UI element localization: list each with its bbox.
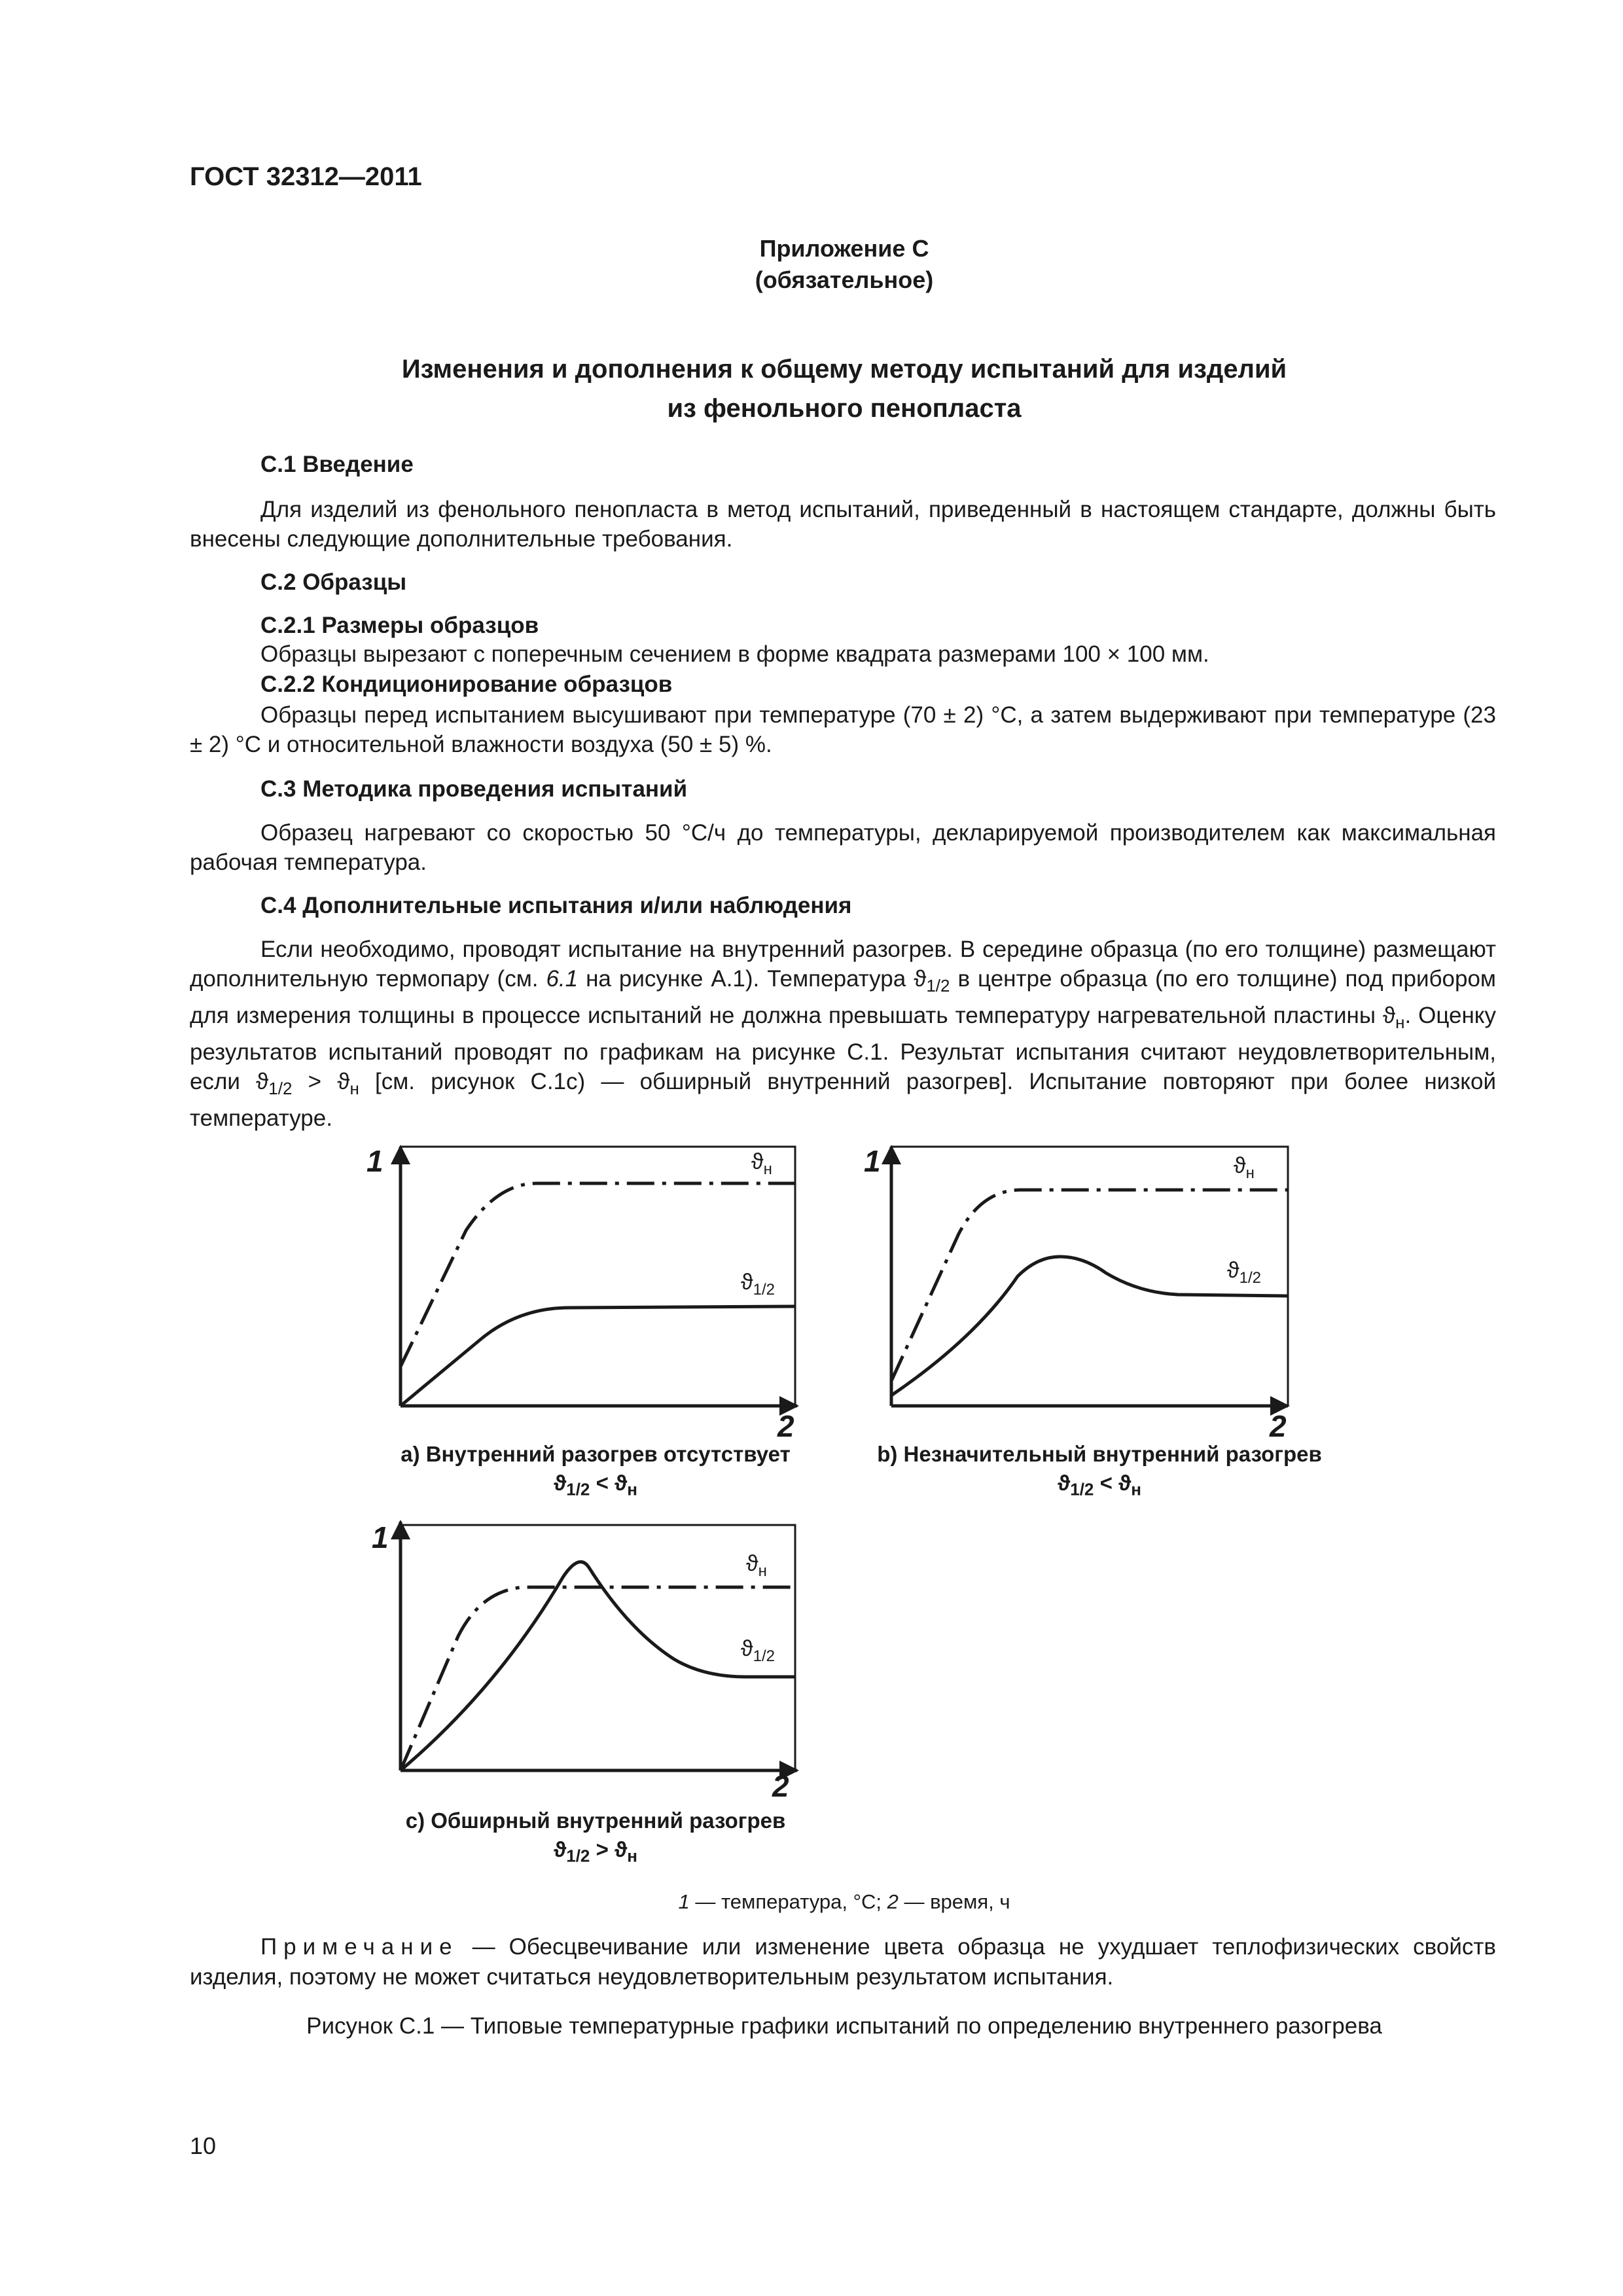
panel-c-curve-half <box>401 1562 795 1770</box>
panel-b-label-n: $ϑ_н$ <box>1234 1153 1255 1182</box>
figure-caption: Рисунок С.1 — Типовые температурные графики испытаний по определению внутреннего разогрева <box>306 2013 1382 2039</box>
section-c2-heading: С.2 Образцы <box>260 569 407 595</box>
main-title-line1: Изменения и дополнения к общему методу испытаний для изделий <box>401 355 1287 384</box>
panel-c-frame <box>401 1525 795 1770</box>
annex-status: (обязательное) <box>755 266 934 293</box>
panel-c-y-label: 1 <box>372 1520 389 1554</box>
panel-b-y-label: 1 <box>864 1144 881 1178</box>
annex-title: Приложение С <box>759 235 929 262</box>
section-c3-heading: С.3 Методика проведения испытаний <box>260 776 688 802</box>
panel-b-curve-n <box>891 1190 1288 1381</box>
note-label: Примечание <box>260 1934 459 1960</box>
section-c4-text: Если необходимо, проводят испытание на внутренний разогрев. В середине образца (по его толщине) размещают дополнительную термопару (см. 6.1 на рисунке А.1). Температура $ϑ_{1/2}$ в центре образца (по его толщине) под прибором для измерения толщины в процессе испытаний не должна превышать температуру нагревательной пластины $ϑ_н$. Оценку результатов испытаний проводят по графикам на рисунке С.1. Результат испытания считают неудовлетворительным, если $ϑ_{1/2} > ϑ_н$ [см. рисунок С.1с) — обширный внутренний разогрев]. Испытание повторяют при более низкой температуре. <box>190 937 1497 1131</box>
panel-a-frame <box>401 1147 795 1406</box>
document-header: ГОСТ 32312—2011 <box>190 162 422 191</box>
panel-a-label-half: $ϑ_{1/2}$ <box>741 1270 775 1299</box>
panel-b-caption: b) Незначительный внутренний разогрев $ϑ_{1/2} < ϑ_н$ <box>877 1442 1322 1499</box>
section-c4-heading: С.4 Дополнительные испытания и/или наблюдения <box>260 893 852 918</box>
panel-a-y-label: 1 <box>366 1144 383 1178</box>
panel-b-x-label: 2 <box>1270 1409 1287 1443</box>
panel-b-label-half: $ϑ_{1/2}$ <box>1227 1258 1261 1287</box>
panel-a <box>401 1147 797 1406</box>
panel-c-caption: c) Обширный внутренний разогрев $ϑ_{1/2} > ϑ_н$ <box>405 1808 786 1866</box>
section-c3-text: Образец нагревают со скоростью 50 °С/ч до температуры, декларируемой производителем как максимальная рабочая температура. <box>190 820 1496 875</box>
section-c21-text: Образцы вырезают с поперечным сечением в форме квадрата размерами 100 × 100 мм. <box>260 641 1209 667</box>
figure-legend: 1 — температура, °С; 2 — время, ч <box>678 1890 1010 1913</box>
ref-6-1: 6.1 <box>546 966 579 992</box>
panel-c <box>401 1522 797 1770</box>
section-c22-heading: С.2.2 Кондиционирование образцов <box>260 672 673 697</box>
panel-a-curve-n <box>401 1183 795 1367</box>
section-c22-text: Образцы перед испытанием высушивают при температуре (70 ± 2) °С, а затем выдерживают при температуре (23 ± 2) °С и относительной влажности воздуха (50 ± 5) %. <box>190 702 1496 757</box>
panel-c-label-half: $ϑ_{1/2}$ <box>741 1636 775 1665</box>
panel-c-curve-n <box>401 1587 795 1770</box>
figure-note: Примечание — Обесцвечивание или изменение цвета образца не ухудшает теплофизических свойств изделия, поэтому не может считаться неудовлетворительным результатом испытания. <box>190 1934 1496 1990</box>
panel-a-caption: a) Внутренний разогрев отсутствует $ϑ_{1/2} < ϑ_н$ <box>401 1442 791 1499</box>
section-c1-heading: С.1 Введение <box>260 452 414 477</box>
page-number: 10 <box>190 2132 217 2159</box>
section-c1-text: Для изделий из фенольного пенопласта в метод испытаний, приведенный в настоящем стандарте, должны быть внесены следующие дополнительные требования. <box>190 497 1496 552</box>
panel-c-x-label: 2 <box>772 1769 789 1803</box>
panel-c-label-n: $ϑ_н$ <box>746 1551 767 1580</box>
section-c21-heading: С.2.1 Размеры образцов <box>260 613 539 638</box>
panel-a-curve-half <box>401 1306 795 1406</box>
panel-a-label-n: $ϑ_н$ <box>751 1149 772 1178</box>
panel-a-x-label: 2 <box>777 1409 794 1443</box>
main-title-line2: из фенольного пенопласта <box>667 394 1022 423</box>
